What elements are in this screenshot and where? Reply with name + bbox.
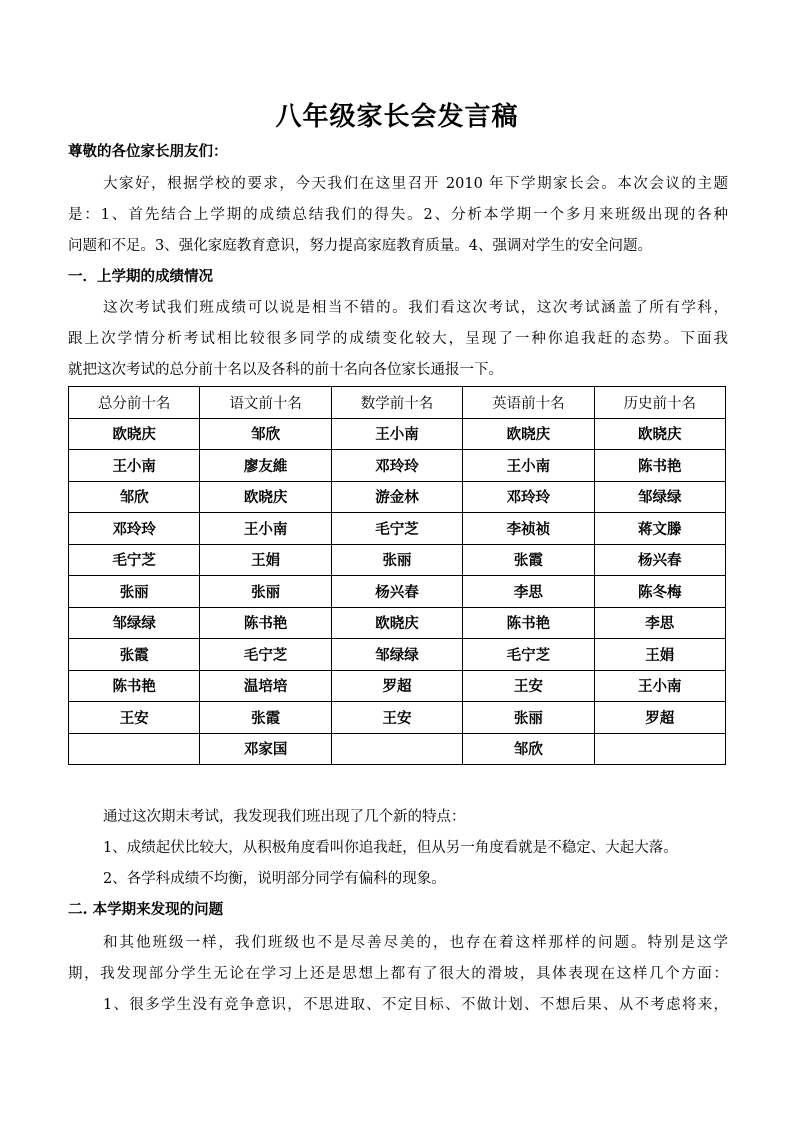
table-cell: 邓玲玲 <box>331 450 462 482</box>
table-header-row <box>69 387 726 419</box>
section2-heading: 二. 本学期来发现的问题 <box>68 901 224 918</box>
document-title: 八年级家长会发言稿 <box>275 102 519 132</box>
table-cell: 李思 <box>594 607 725 639</box>
table-row <box>69 544 726 576</box>
top-ten-table <box>68 386 726 765</box>
table-cell: 王小南 <box>69 450 200 482</box>
table-cell: 廖友維 <box>200 450 331 482</box>
table-cell <box>594 733 725 765</box>
section1-line-1: 这次考试我们班成绩可以说是相当不错的。我们看这次考试，这次考试涵盖了所有学科， <box>103 300 728 316</box>
table-cell: 邹欣 <box>200 418 331 450</box>
table-cell: 毛宁芝 <box>200 639 331 671</box>
table-cell: 邹绿绿 <box>594 481 725 513</box>
table-row <box>69 639 726 671</box>
table-row <box>69 733 726 765</box>
table-cell: 欧晓庆 <box>200 481 331 513</box>
table-cell: 陈书艳 <box>463 607 594 639</box>
table-cell: 张丽 <box>331 544 462 576</box>
table-cell: 张霞 <box>69 639 200 671</box>
table-cell: 王小南 <box>594 670 725 702</box>
table-cell: 张霞 <box>463 544 594 576</box>
header-math: 数学前十名 <box>331 387 462 419</box>
table-row <box>69 702 726 734</box>
findings-intro: 通过这次期末考试，我发现我们班出现了几个新的特点： <box>103 809 466 825</box>
table-cell: 邹欣 <box>463 733 594 765</box>
table-cell: 邹欣 <box>69 481 200 513</box>
section1-line-3: 就把这次考试的总分前十名以及各科的前十名向各位家长通报一下。 <box>68 362 503 378</box>
section1-line-2: 跟上次学情分析考试相比较很多同学的成绩变化较大，呈现了一种你追我赶的态势。下面我 <box>68 331 728 347</box>
table-cell: 游金林 <box>331 481 462 513</box>
table-cell: 李思 <box>463 576 594 608</box>
table-cell: 罗超 <box>594 702 725 734</box>
table-cell: 欧晓庆 <box>463 418 594 450</box>
table-cell: 陈书艳 <box>200 607 331 639</box>
header-history: 历史前十名 <box>594 387 725 419</box>
table-cell: 邹绿绿 <box>331 639 462 671</box>
table-cell: 王小南 <box>331 418 462 450</box>
table-cell: 王小南 <box>463 450 594 482</box>
table-row <box>69 670 726 702</box>
table-cell: 毛宁芝 <box>463 639 594 671</box>
table-cell: 毛宁芝 <box>69 544 200 576</box>
table-cell: 陈书艳 <box>69 670 200 702</box>
table-cell: 张丽 <box>200 576 331 608</box>
table-cell: 张丽 <box>463 702 594 734</box>
table-cell: 邓玲玲 <box>463 481 594 513</box>
finding-item-2: 2、各学科成绩不均衡，说明部分同学有偏科的现象。 <box>103 871 446 887</box>
finding-item-1: 1、成绩起伏比较大，从积极角度看叫你追我赶，但从另一角度看就是不稳定、大起大落。 <box>103 840 678 856</box>
intro-line-2: 是：1、首先结合上学期的成绩总结我们的得失。2、分析本学期一个多月来班级出现的各种 <box>68 207 728 223</box>
table-cell: 欧晓庆 <box>69 418 200 450</box>
table-cell: 邓家国 <box>200 733 331 765</box>
table-cell: 邓玲玲 <box>69 513 200 545</box>
table-cell: 陈书艳 <box>594 450 725 482</box>
table-cell: 陈冬梅 <box>594 576 725 608</box>
table-cell: 李祯祯 <box>463 513 594 545</box>
table-cell: 杨兴春 <box>594 544 725 576</box>
section2-line-3: 1、很多学生没有竞争意识，不思进取、不定目标、不做计划、不想后果、从不考虑将来， <box>103 997 728 1013</box>
table-cell: 邹绿绿 <box>69 607 200 639</box>
greeting: 尊敬的各位家长朋友们： <box>68 143 228 160</box>
table-row <box>69 576 726 608</box>
table-cell: 王娟 <box>200 544 331 576</box>
table-row <box>69 607 726 639</box>
table-row <box>69 450 726 482</box>
table-cell: 王安 <box>331 702 462 734</box>
table-cell: 张霞 <box>200 702 331 734</box>
table-row <box>69 418 726 450</box>
table-cell <box>69 733 200 765</box>
header-total: 总分前十名 <box>69 387 200 419</box>
section2-line-2: 期，我发现部分学生无论在学习上还是思想上都有了很大的滑坡，具体表现在这样几个方面： <box>68 966 728 982</box>
table-cell: 王安 <box>69 702 200 734</box>
table-cell: 欧晓庆 <box>331 607 462 639</box>
table-cell: 王娟 <box>594 639 725 671</box>
table-cell: 罗超 <box>331 670 462 702</box>
table-row <box>69 513 726 545</box>
section2-line-1: 和其他班级一样，我们班级也不是尽善尽美的，也存在着这样那样的问题。特别是这学 <box>103 935 728 951</box>
table-cell: 毛宁芝 <box>331 513 462 545</box>
table-cell <box>331 733 462 765</box>
intro-line-3: 问题和不足。3、强化家庭教育意识，努力提高家庭教育质量。4、强调对学生的安全问题。 <box>68 238 652 254</box>
table-row <box>69 481 726 513</box>
table-cell: 王小南 <box>200 513 331 545</box>
table-cell: 蒋文滕 <box>594 513 725 545</box>
section1-heading: 一．上学期的成绩情况 <box>68 268 213 285</box>
table-cell: 张丽 <box>69 576 200 608</box>
table-cell: 王安 <box>463 670 594 702</box>
table-cell: 温培培 <box>200 670 331 702</box>
intro-line-1: 大家好，根据学校的要求，今天我们在这里召开 2010 年下学期家长会。本次会议的主题 <box>103 176 728 192</box>
table-cell: 杨兴春 <box>331 576 462 608</box>
header-english: 英语前十名 <box>463 387 594 419</box>
header-chinese: 语文前十名 <box>200 387 331 419</box>
table-cell: 欧晓庆 <box>594 418 725 450</box>
